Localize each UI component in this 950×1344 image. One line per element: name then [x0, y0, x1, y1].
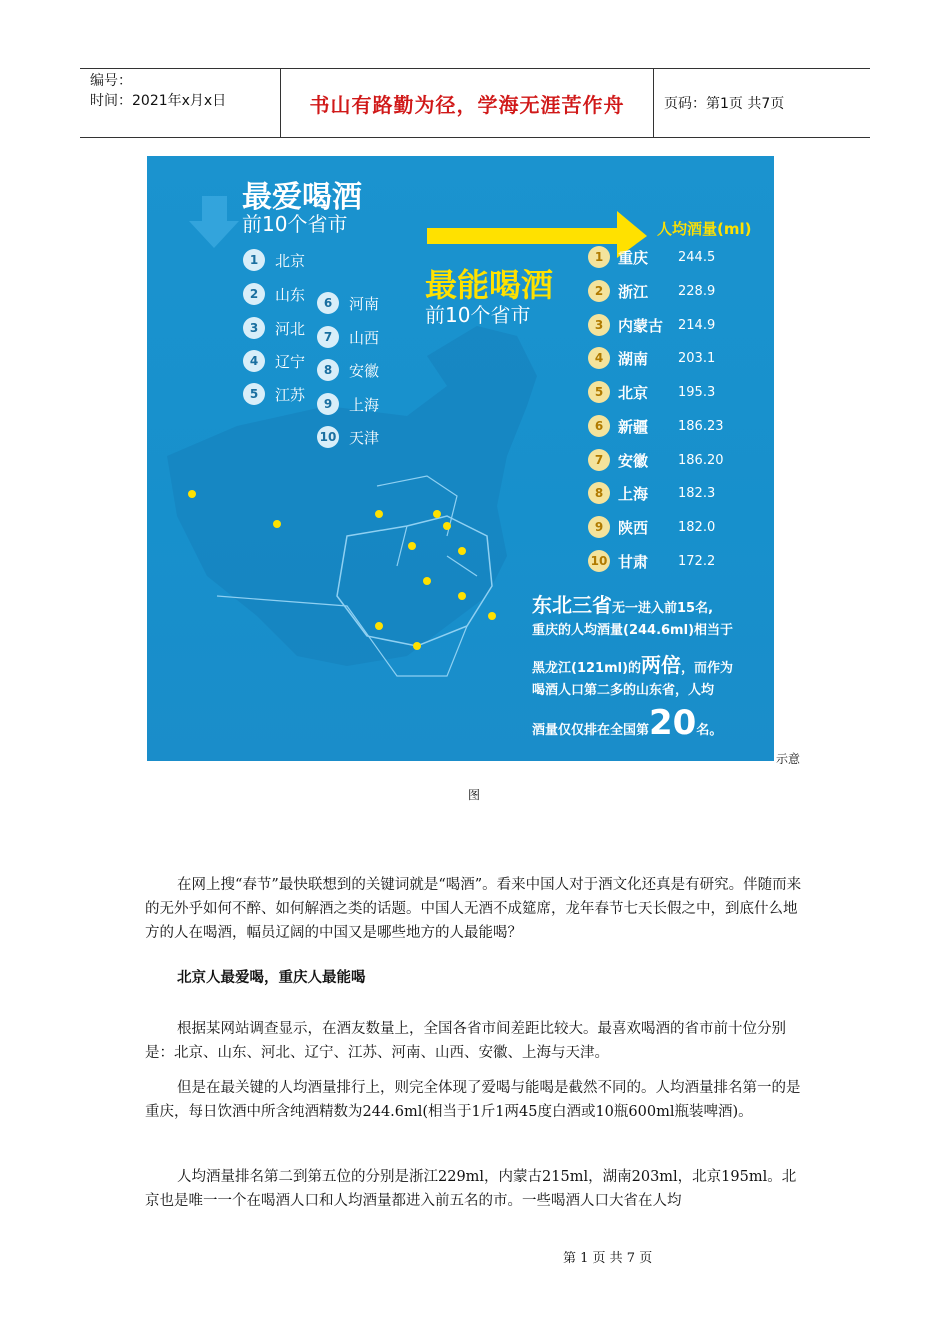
unit-label: 人均酒量(ml)	[657, 220, 752, 238]
page-header	[80, 68, 870, 138]
paragraph-2: 根据某网站调查显示，在酒友数量上，全国各省市间差距比较大。最喜欢喝酒的省市前十位分别是：北京、山东、河北、辽宁、江苏、河南、山西、安徽、上海与天津。	[145, 1021, 786, 1061]
love-item: 1 北京	[243, 249, 305, 271]
love-item: 6 河南	[317, 292, 379, 314]
caption-part-b: 图	[468, 788, 481, 802]
able-item: 1 重庆 244.5	[588, 246, 768, 268]
love-item: 5 江苏	[243, 383, 305, 405]
love-item: 9 上海	[317, 393, 379, 415]
down-arrow-icon	[189, 196, 239, 248]
able-item: 8 上海 182.3	[588, 482, 768, 504]
able-item: 10 甘肃 172.2	[588, 550, 768, 572]
able-item: 9 陕西 182.0	[588, 516, 768, 538]
love-item: 2 山东	[243, 283, 305, 305]
paragraph-3: 但是在最关键的人均酒量排行上，则完全体现了爱喝与能喝是截然不同的。人均酒量排名第一的是重庆，每日饮酒中所含纯酒精数为244.6ml(相当于1斤1两45度白酒或10瓶600ml瓶装啤酒)。	[145, 1080, 801, 1120]
love-item: 7 山西	[317, 326, 379, 348]
love-item: 10 天津	[317, 426, 379, 448]
able-subtitle: 前10个省市	[425, 303, 531, 327]
header-page	[654, 69, 870, 137]
caption-part-a: 示意	[776, 752, 801, 766]
number-label: 编号：	[90, 73, 132, 89]
able-item: 7 安徽 186.20	[588, 449, 768, 471]
infographic-note: 东北三省无一进入前15名, 重庆的人均酒量(244.6ml)相当于 黑龙江(121ml)的两倍，而作为 喝酒人口第二多的山东省，人均 酒量仅仅排在全国第20名。	[532, 593, 734, 743]
love-item: 8 安徽	[317, 359, 379, 381]
section-heading: 北京人最爱喝，重庆人最能喝	[177, 970, 366, 986]
page-footer: 第 1 页 共 7 页	[563, 1251, 653, 1266]
motto-text: 书山有路勤为径，学海无涯苦作舟	[309, 92, 625, 117]
able-item: 5 北京 195.3	[588, 381, 768, 403]
love-item: 4 辽宁	[243, 350, 305, 372]
able-item: 3 内蒙古 214.9	[588, 314, 768, 336]
drinking-infographic	[147, 156, 774, 761]
paragraph-1: 在网上搜“春节”最快联想到的关键词就是“喝酒”。看来中国人对于酒文化还真是有研究。伴随而来的无外乎如何不醉、如何解酒之类的话题。中国人无酒不成筵席，龙年春节七天长假之中，到底什么地方的人在喝酒，幅员辽阔的中国又是哪些地方的人最能喝？	[145, 877, 802, 941]
date-label: 时间：2021年x月x日	[90, 93, 227, 109]
able-title: 最能喝酒	[425, 266, 554, 304]
header-motto	[281, 69, 654, 137]
love-subtitle: 前10个省市	[242, 212, 348, 236]
able-item: 4 湖南 203.1	[588, 347, 768, 369]
header-meta	[80, 69, 281, 137]
paragraph-4: 人均酒量排名第二到第五位的分别是浙江229ml，内蒙古215ml，湖南203ml，北京195ml。北京也是唯一一个在喝酒人口和人均酒量都进入前五名的市。一些喝酒人口大省在人均	[145, 1169, 797, 1209]
page-label: 页码：第1页 共7页	[664, 96, 785, 112]
love-item: 3 河北	[243, 317, 305, 339]
able-item: 2 浙江 228.9	[588, 280, 768, 302]
able-item: 6 新疆 186.23	[588, 415, 768, 437]
love-title: 最爱喝酒	[242, 180, 362, 215]
